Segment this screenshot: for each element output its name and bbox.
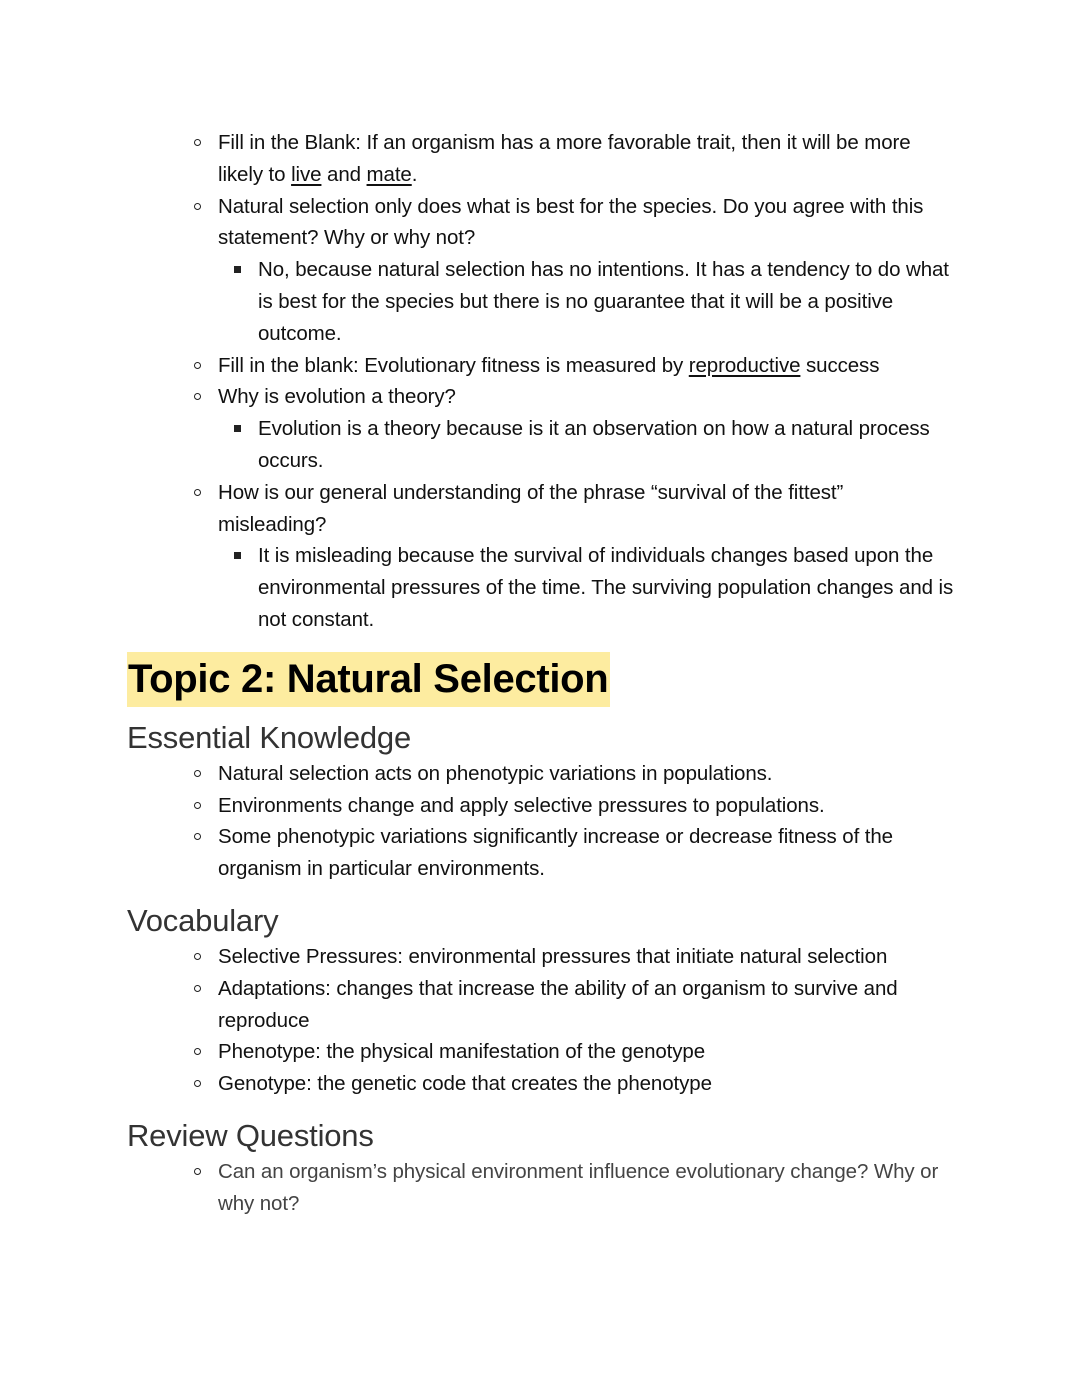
- list-item: [127, 790, 957, 822]
- question-list: [127, 127, 957, 636]
- list-item: [127, 191, 957, 255]
- list-item: [127, 350, 957, 382]
- list-item: [127, 381, 957, 413]
- topic-heading: Topic 2: Natural Selection: [127, 652, 610, 707]
- hollow-circle-bullet-icon: [194, 1048, 201, 1055]
- list-item-text: Phenotype: the physical manifestation of the genotype: [218, 1040, 706, 1064]
- list-item-text: Environments change and apply selective pressures to populations.: [218, 793, 825, 817]
- essential-knowledge-list: [127, 758, 957, 885]
- hollow-circle-bullet-icon: [194, 139, 201, 146]
- list-item-text: Natural selection acts on phenotypic variations in populations.: [218, 761, 773, 785]
- list-item-text: and: [321, 162, 367, 186]
- answer-text: Evolution is a theory because is it an observation on how a natural process occurs.: [258, 417, 930, 472]
- hollow-circle-bullet-icon: [194, 953, 201, 960]
- square-bullet-icon: [234, 266, 241, 273]
- list-item: [127, 973, 957, 1037]
- list-item-text: Some phenotypic variations significantly increase or decrease fitness of the organism in particular environments.: [218, 825, 893, 881]
- document-content: [127, 127, 957, 1220]
- list-item: [127, 1036, 957, 1068]
- list-item-text: Selective Pressures: environmental pressures that initiate natural selection: [218, 944, 888, 968]
- list-item: [127, 821, 957, 885]
- sub-list-item: [127, 254, 957, 349]
- sub-list-item: [127, 540, 957, 635]
- hollow-circle-bullet-icon: [194, 489, 201, 496]
- list-item-text: Genotype: the genetic code that creates the phenotype: [218, 1072, 712, 1096]
- list-item: [127, 758, 957, 790]
- list-item-text: Fill in the blank: Evolutionary fitness is measured by: [218, 353, 689, 377]
- hollow-circle-bullet-icon: [194, 802, 201, 809]
- list-item: [127, 941, 957, 973]
- list-item-text: Can an organism’s physical environment influence evolutionary change? Why or why not?: [218, 1159, 939, 1215]
- review-questions-heading: Review Questions: [127, 1117, 374, 1153]
- hollow-circle-bullet-icon: [194, 1080, 201, 1087]
- sub-list-item: [127, 413, 957, 477]
- answer-text: It is misleading because the survival of individuals changes based upon the environmental pressures of the time. The surviving population changes and is not constant.: [258, 544, 954, 631]
- list-item-text: Natural selection only does what is best for the species. Do you agree with this statement? Why or why not?: [218, 194, 924, 250]
- hollow-circle-bullet-icon: [194, 1168, 201, 1175]
- list-item-text: Fill in the Blank: If an organism has a more favorable trait, then it will be more likely to: [218, 131, 911, 186]
- square-bullet-icon: [234, 552, 241, 559]
- list-item: [127, 477, 957, 541]
- vocabulary-heading: Vocabulary: [127, 902, 279, 938]
- list-item-text: success: [800, 353, 880, 377]
- hollow-circle-bullet-icon: [194, 985, 201, 992]
- hollow-circle-bullet-icon: [194, 362, 201, 369]
- underlined-answer: reproductive: [688, 353, 801, 377]
- underlined-answer: live: [291, 162, 322, 186]
- underlined-answer: mate: [366, 162, 412, 186]
- vocabulary-list: [127, 941, 957, 1100]
- list-item: [127, 1068, 957, 1100]
- list-item: [127, 1156, 957, 1220]
- hollow-circle-bullet-icon: [194, 770, 201, 777]
- essential-knowledge-heading: Essential Knowledge: [127, 719, 411, 755]
- hollow-circle-bullet-icon: [194, 203, 201, 210]
- answer-text: No, because natural selection has no intentions. It has a tendency to do what is best for the species but there is no guarantee that it will be a positive outcome.: [258, 258, 949, 345]
- review-questions-list: [127, 1156, 957, 1220]
- hollow-circle-bullet-icon: [194, 833, 201, 840]
- list-item-text: How is our general understanding of the phrase “survival of the fittest” misleading?: [218, 480, 844, 536]
- list-item-text: Why is evolution a theory?: [218, 385, 456, 409]
- list-item-text: .: [411, 162, 418, 186]
- list-item: [127, 127, 957, 191]
- square-bullet-icon: [234, 425, 241, 432]
- hollow-circle-bullet-icon: [194, 393, 201, 400]
- list-item-text: Adaptations: changes that increase the ability of an organism to survive and reproduce: [218, 976, 898, 1032]
